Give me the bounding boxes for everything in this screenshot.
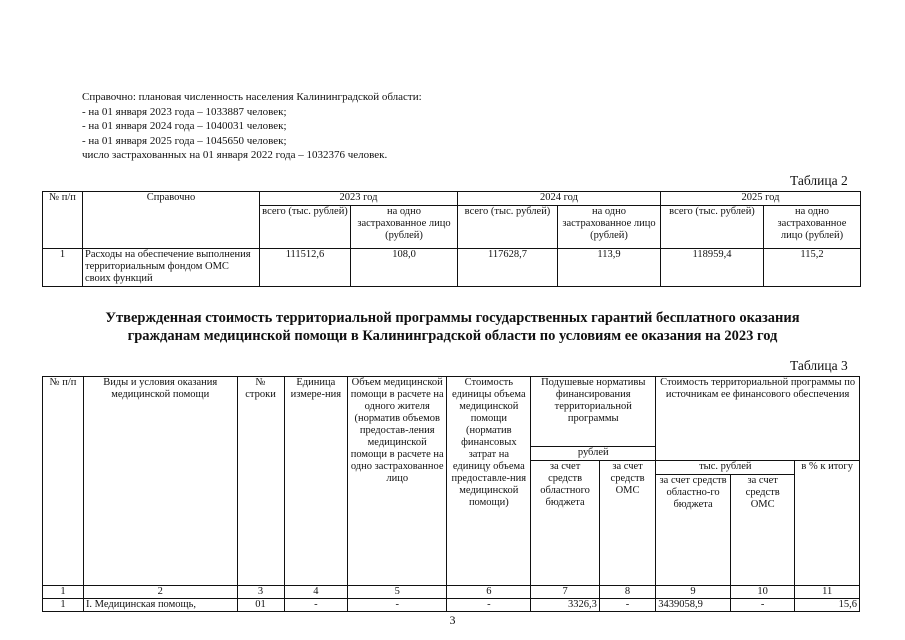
- t2-header-total: всего (тыс. рублей): [661, 206, 764, 249]
- t2-cell-num: 1: [43, 249, 83, 287]
- t3-cell: 15,6: [795, 599, 860, 612]
- t3-header-percap: Подушевые нормативы финансирования территориальной программы: [531, 377, 656, 447]
- table2: [42, 191, 861, 287]
- t3-header-ths: тыс. рублей: [656, 461, 795, 475]
- t2-cell-value: 118959,4: [661, 249, 764, 287]
- t3-header-oms: за счет средств ОМС: [599, 461, 655, 586]
- t2-header-per: на одно застрахованное лицо (рублей): [764, 206, 861, 249]
- col-number: 1: [43, 586, 84, 599]
- page-number: 3: [449, 613, 456, 627]
- population-note: [82, 90, 422, 163]
- t3-header-row: № строки: [237, 377, 284, 586]
- t2-header-num: № п/п: [43, 192, 83, 249]
- col-number: 8: [599, 586, 655, 599]
- col-number: 2: [83, 586, 237, 599]
- t2-header-total: всего (тыс. рублей): [260, 206, 351, 249]
- t2-cell-label: Расходы на обеспечение выполнения территориальным фондом ОМС своих функций: [83, 249, 260, 287]
- note-line: - на 01 января 2024 года – 1040031 человек;: [82, 120, 287, 132]
- t3-header-cost-prog: Стоимость территориальной программы по источникам ее финансового обеспечения: [656, 377, 860, 461]
- page-title: [0, 309, 905, 345]
- table3: [42, 376, 860, 612]
- t3-header-cost: Стоимость единицы объема медицинской помощи (норматив финансовых затрат на единицу объема предоставле-ния медицинской помощи): [447, 377, 531, 586]
- t3-header-reg-budget: за счет средств областного бюджета: [531, 461, 600, 586]
- col-number: 10: [730, 586, 794, 599]
- note-line: число застрахованных на 01 января 2022 года – 1032376 человек.: [82, 149, 388, 161]
- col-number: 6: [447, 586, 531, 599]
- t3-cell: -: [730, 599, 794, 612]
- t3-cell: -: [348, 599, 447, 612]
- t2-header-total: всего (тыс. рублей): [458, 206, 558, 249]
- t2-header-ref: Справочно: [83, 192, 260, 249]
- col-number: 11: [795, 586, 860, 599]
- t3-cell: 01: [237, 599, 284, 612]
- t3-header-unit: Единица измере-ния: [284, 377, 347, 586]
- t3-header-pct: в % к итогу: [795, 461, 860, 586]
- t2-header-per: на одно застрахованное лицо (рублей): [351, 206, 458, 249]
- col-number: 9: [656, 586, 731, 599]
- t3-cell-label: I. Медицинская помощь,: [83, 599, 237, 612]
- t3-header-num: № п/п: [43, 377, 84, 586]
- note-line: - на 01 января 2025 года – 1045650 человек;: [82, 134, 287, 147]
- t2-header-year: 2025 год: [661, 192, 861, 206]
- t2-header-year: 2024 год: [458, 192, 661, 206]
- t3-cell: -: [447, 599, 531, 612]
- note-heading: Справочно: плановая численность населения Калининградской области:: [82, 91, 422, 103]
- t3-header-oms2: за счет средств ОМС: [730, 475, 794, 586]
- col-number: 7: [531, 586, 600, 599]
- t2-header-year: 2023 год: [260, 192, 458, 206]
- t3-cell: 3326,3: [531, 599, 600, 612]
- column-numbers-row: [43, 586, 860, 599]
- t3-header-rub: рублей: [531, 447, 656, 461]
- t3-cell: 3439058,9: [656, 599, 731, 612]
- note-line: - на 01 января 2023 года – 1033887 человек;: [82, 105, 287, 118]
- title-line: гражданам медицинской помощи в Калининградской области по условиям ее оказания на 2023 год: [127, 328, 778, 344]
- t3-cell: -: [284, 599, 347, 612]
- t2-header-per: на одно застрахованное лицо (рублей): [558, 206, 661, 249]
- t2-cell-value: 117628,7: [458, 249, 558, 287]
- t2-cell-value: 111512,6: [260, 249, 351, 287]
- col-number: 3: [237, 586, 284, 599]
- t2-cell-value: 108,0: [351, 249, 458, 287]
- t3-cell: 1: [43, 599, 84, 612]
- t2-cell-value: 113,9: [558, 249, 661, 287]
- col-number: 4: [284, 586, 347, 599]
- table-row: [43, 599, 860, 612]
- t3-header-kinds: Виды и условия оказания медицинской помощи: [83, 377, 237, 586]
- col-number: 5: [348, 586, 447, 599]
- title-line: Утвержденная стоимость территориальной программы государственных гарантий бесплатного оказания: [105, 310, 800, 326]
- t3-cell: -: [599, 599, 655, 612]
- t3-header-volume: Объем медицинской помощи в расчете на одного жителя (норматив объемов предостав-ления медицинской помощи в расчете на одно застрахованное лицо: [348, 377, 447, 586]
- table-row: [43, 249, 861, 287]
- t2-cell-value: 115,2: [764, 249, 861, 287]
- table2-caption: Таблица 2: [790, 173, 848, 188]
- table3-caption: Таблица 3: [790, 358, 848, 373]
- t3-header-reg-budget2: за счет средств областно-го бюджета: [656, 475, 731, 586]
